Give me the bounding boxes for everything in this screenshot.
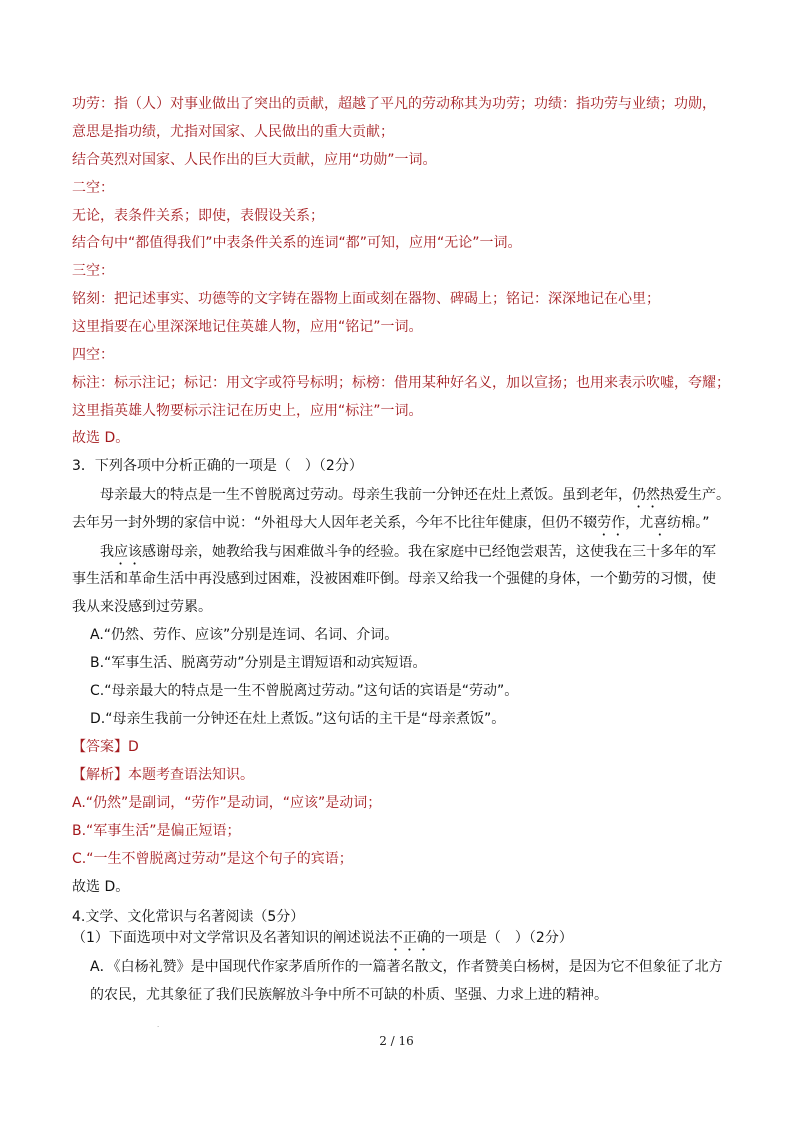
passage-line: 我从来没感到过劳累。 xyxy=(72,599,212,615)
option-a: A.“仍然、劳作、应该”分别是连词、名词、介词。 xyxy=(90,627,399,643)
explanation-line: 标注：标示注记；标记：用文字或符号标明；标榜：借用某种好名义，加以宣扬；也用来表示吹嘘，夸耀； xyxy=(72,375,730,391)
explanation-line: 铭刻：把记述事实、功德等的文字铸在器物上面或刻在器物、碑碣上；铭记：深深地记在心里； xyxy=(72,291,660,307)
analysis-line: C.“一生不曾脱离过劳动”是这个句子的宾语； xyxy=(72,851,353,867)
passage-line: 去年另一封外甥的家信中说：“外祖母大人因年老关系，今年不比往年健康，但仍不辍劳作，尤喜纺棉。” xyxy=(72,515,710,531)
passage-line: 我应该感谢母亲，她教给我与困难做斗争的经验。我在家庭中已经饱尝艰苦，这使我在三十多年的军 xyxy=(100,544,716,560)
analysis-line: B.“军事生活”是偏正短语； xyxy=(72,823,241,839)
analysis-conclusion: 故选 D。 xyxy=(72,879,130,895)
passage-line: 母亲最大的特点是一生不曾脱离过劳动。母亲生我前一分钟还在灶上煮饭。虽到老年，仍然热爱生产。 xyxy=(100,487,730,503)
explanation-line: 这里指要在心里深深地记住英雄人物，应用“铭记”一词。 xyxy=(72,319,423,335)
analysis-line: A.“仍然”是副词，“劳作”是动词，“应该”是动词； xyxy=(72,795,382,811)
explanation-heading: 二空： xyxy=(72,180,114,196)
option-a-continued: 的农民，尤其象征了我们民族解放斗争中所不可缺的朴质、坚强、力求上进的精神。 xyxy=(90,987,608,1003)
analysis: 【解析】本题考查语法知识。 xyxy=(72,767,254,783)
explanation-line: 功劳：指（人）对事业做出了突出的贡献，超越了平凡的劳动称其为功劳；功绩：指功劳与业绩；功勋， xyxy=(72,96,716,112)
explanation-line: 这里指英雄人物要标示注记在历史上，应用“标注”一词。 xyxy=(72,403,423,419)
sub-question: （1）下面选项中对文学常识及名著知识的阐述说法不正确的一项是（ ）（2分） xyxy=(72,930,573,946)
option-b: B.“军事生活、脱离劳动”分别是主谓短语和动宾短语。 xyxy=(90,655,427,671)
explanation-line: 结合英烈对国家、人民作出的巨大贡献，应用“功勋”一词。 xyxy=(72,152,437,168)
question-stem: 3．下列各项中分析正确的一项是（ ）（2分） xyxy=(72,458,363,474)
answer: 【答案】D xyxy=(72,739,139,755)
option-d: D.“母亲生我前一分钟还在灶上煮饭。”这句话的主干是“母亲煮饭”。 xyxy=(90,711,506,727)
passage-line: 事生活和革命生活中再没感到过困难，没被困难吓倒。母亲又给我一个强健的身体，一个勤劳的习惯，使 xyxy=(72,571,716,587)
option-a: A．《白杨礼赞》是中国现代作家茅盾所作的一篇著名散文，作者赞美白杨树，是因为它不但象征了北方 xyxy=(90,959,723,975)
question-stem: 4.文学、文化常识与名著阅读（5分） xyxy=(72,909,305,925)
explanation-heading: 四空： xyxy=(72,347,114,363)
explanation-line: 意思是指功绩，尤指对国家、人民做出的重大贡献； xyxy=(72,124,394,140)
explanation-conclusion: 故选 D。 xyxy=(72,430,130,446)
option-c: C.“母亲最大的特点是一生不曾脱离过劳动。”这句话的宾语是“劳动”。 xyxy=(90,683,519,699)
page-number: 2 / 16 xyxy=(379,1034,414,1048)
explanation-line: 无论，表条件关系；即使，表假设关系； xyxy=(72,208,324,224)
scan-speck: · xyxy=(157,1023,160,1031)
explanation-line: 结合句中“都值得我们”中表条件关系的连词“都”可知，应用“无论”一词。 xyxy=(72,235,522,251)
explanation-heading: 三空： xyxy=(72,263,114,279)
